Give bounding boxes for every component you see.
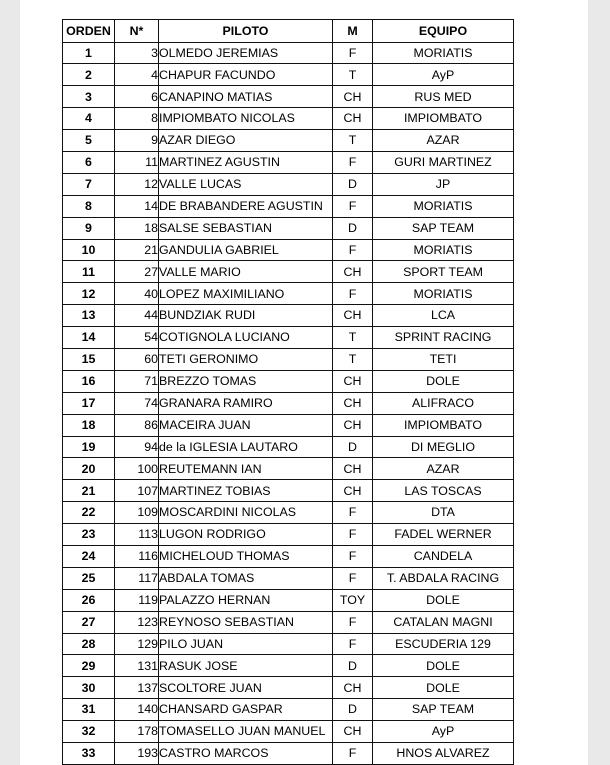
cell-equipo: MORIATIS xyxy=(373,195,514,217)
cell-orden: 29 xyxy=(63,655,115,677)
cell-marca: F xyxy=(333,611,373,633)
cell-piloto: PALAZZO HERNAN xyxy=(159,589,333,611)
cell-orden: 26 xyxy=(63,589,115,611)
cell-piloto: GANDULIA GABRIEL xyxy=(159,239,333,261)
cell-piloto: SALSE SEBASTIAN xyxy=(159,217,333,239)
table-row xyxy=(63,524,514,546)
cell-marca: F xyxy=(333,42,373,64)
cell-equipo: LAS TOSCAS xyxy=(373,480,514,502)
cell-marca: F xyxy=(333,283,373,305)
cell-numero: 27 xyxy=(115,261,159,283)
cell-numero: 14 xyxy=(115,195,159,217)
cell-numero: 129 xyxy=(115,633,159,655)
cell-numero: 74 xyxy=(115,392,159,414)
cell-piloto: AZAR DIEGO xyxy=(159,130,333,152)
cell-numero: 119 xyxy=(115,589,159,611)
table-row xyxy=(63,370,514,392)
cell-numero: 40 xyxy=(115,283,159,305)
cell-piloto: BUNDZIAK RUDI xyxy=(159,305,333,327)
cell-piloto: OLMEDO JEREMIAS xyxy=(159,42,333,64)
cell-piloto: BREZZO TOMAS xyxy=(159,370,333,392)
cell-numero: 131 xyxy=(115,655,159,677)
cell-equipo: SPRINT RACING xyxy=(373,327,514,349)
cell-orden: 30 xyxy=(63,677,115,699)
cell-piloto: REYNOSO SEBASTIAN xyxy=(159,611,333,633)
cell-equipo: T. ABDALA RACING xyxy=(373,567,514,589)
cell-equipo: FADEL WERNER xyxy=(373,524,514,546)
cell-equipo: MORIATIS xyxy=(373,283,514,305)
cell-piloto: ABDALA TOMAS xyxy=(159,567,333,589)
cell-equipo: TETI xyxy=(373,348,514,370)
cell-piloto: TETI GERONIMO xyxy=(159,348,333,370)
cell-orden: 14 xyxy=(63,327,115,349)
cell-piloto: GRANARA RAMIRO xyxy=(159,392,333,414)
cell-orden: 21 xyxy=(63,480,115,502)
table-row xyxy=(63,327,514,349)
cell-piloto: PILO JUAN xyxy=(159,633,333,655)
cell-orden: 32 xyxy=(63,721,115,743)
cell-numero: 18 xyxy=(115,217,159,239)
cell-marca: CH xyxy=(333,677,373,699)
cell-numero: 3 xyxy=(115,42,159,64)
cell-equipo: AZAR xyxy=(373,130,514,152)
table-row xyxy=(63,64,514,86)
cell-equipo: MORIATIS xyxy=(373,42,514,64)
cell-orden: 33 xyxy=(63,743,115,765)
cell-equipo: DTA xyxy=(373,502,514,524)
cell-orden: 28 xyxy=(63,633,115,655)
cell-numero: 54 xyxy=(115,327,159,349)
table-row xyxy=(63,108,514,130)
cell-equipo: AyP xyxy=(373,64,514,86)
cell-orden: 1 xyxy=(63,42,115,64)
header-piloto: PILOTO xyxy=(159,20,333,43)
cell-piloto: SCOLTORE JUAN xyxy=(159,677,333,699)
cell-equipo: IMPIOMBATO xyxy=(373,414,514,436)
cell-numero: 9 xyxy=(115,130,159,152)
cell-piloto: DE BRABANDERE AGUSTIN xyxy=(159,195,333,217)
cell-orden: 16 xyxy=(63,370,115,392)
cell-orden: 23 xyxy=(63,524,115,546)
cell-orden: 3 xyxy=(63,86,115,108)
table-row xyxy=(63,721,514,743)
cell-equipo: JP xyxy=(373,173,514,195)
cell-marca: T xyxy=(333,64,373,86)
cell-equipo: ESCUDERIA 129 xyxy=(373,633,514,655)
cell-equipo: DOLE xyxy=(373,655,514,677)
table-row xyxy=(63,655,514,677)
cell-orden: 5 xyxy=(63,130,115,152)
cell-numero: 12 xyxy=(115,173,159,195)
cell-piloto: REUTEMANN IAN xyxy=(159,458,333,480)
table-row xyxy=(63,589,514,611)
cell-orden: 12 xyxy=(63,283,115,305)
cell-equipo: DOLE xyxy=(373,370,514,392)
cell-piloto: MARTINEZ AGUSTIN xyxy=(159,151,333,173)
header-numero: N* xyxy=(115,20,159,43)
cell-orden: 6 xyxy=(63,151,115,173)
table-row xyxy=(63,502,514,524)
table-row xyxy=(63,173,514,195)
cell-marca: F xyxy=(333,524,373,546)
cell-equipo: LCA xyxy=(373,305,514,327)
cell-marca: CH xyxy=(333,480,373,502)
cell-marca: CH xyxy=(333,392,373,414)
cell-marca: T xyxy=(333,327,373,349)
cell-marca: F xyxy=(333,567,373,589)
table-row xyxy=(63,677,514,699)
cell-numero: 94 xyxy=(115,436,159,458)
table-row xyxy=(63,151,514,173)
cell-numero: 4 xyxy=(115,64,159,86)
cell-piloto: MICHELOUD THOMAS xyxy=(159,545,333,567)
cell-marca: F xyxy=(333,502,373,524)
table-row xyxy=(63,436,514,458)
cell-marca: CH xyxy=(333,721,373,743)
table-row xyxy=(63,611,514,633)
cell-numero: 113 xyxy=(115,524,159,546)
table-row xyxy=(63,42,514,64)
cell-numero: 8 xyxy=(115,108,159,130)
cell-numero: 44 xyxy=(115,305,159,327)
cell-equipo: IMPIOMBATO xyxy=(373,108,514,130)
cell-piloto: TOMASELLO JUAN MANUEL xyxy=(159,721,333,743)
cell-marca: D xyxy=(333,699,373,721)
cell-equipo: DI MEGLIO xyxy=(373,436,514,458)
table-row xyxy=(63,348,514,370)
cell-marca: F xyxy=(333,151,373,173)
cell-equipo: HNOS ALVAREZ xyxy=(373,743,514,765)
cell-piloto: CASTRO MARCOS xyxy=(159,743,333,765)
cell-marca: D xyxy=(333,217,373,239)
cell-numero: 86 xyxy=(115,414,159,436)
table-row xyxy=(63,633,514,655)
cell-equipo: GURI MARTINEZ xyxy=(373,151,514,173)
cell-equipo: CATALAN MAGNI xyxy=(373,611,514,633)
cell-piloto: VALLE MARIO xyxy=(159,261,333,283)
cell-piloto: MOSCARDINI NICOLAS xyxy=(159,502,333,524)
cell-piloto: RASUK JOSE xyxy=(159,655,333,677)
cell-numero: 60 xyxy=(115,348,159,370)
cell-equipo: SAP TEAM xyxy=(373,217,514,239)
table-row xyxy=(63,217,514,239)
cell-marca: D xyxy=(333,655,373,677)
header-orden: ORDEN xyxy=(63,20,115,43)
cell-piloto: MACEIRA JUAN xyxy=(159,414,333,436)
table-row xyxy=(63,743,514,765)
cell-marca: D xyxy=(333,173,373,195)
cell-orden: 8 xyxy=(63,195,115,217)
table-row xyxy=(63,86,514,108)
cell-piloto: LOPEZ MAXIMILIANO xyxy=(159,283,333,305)
cell-equipo: CANDELA xyxy=(373,545,514,567)
table-row xyxy=(63,195,514,217)
cell-orden: 27 xyxy=(63,611,115,633)
header-row xyxy=(63,20,514,43)
cell-marca: TOY xyxy=(333,589,373,611)
table-row xyxy=(63,480,514,502)
cell-piloto: LUGON RODRIGO xyxy=(159,524,333,546)
header-equipo: EQUIPO xyxy=(373,20,514,43)
cell-marca: T xyxy=(333,348,373,370)
table-row xyxy=(63,567,514,589)
cell-equipo: DOLE xyxy=(373,589,514,611)
cell-numero: 100 xyxy=(115,458,159,480)
cell-piloto: VALLE LUCAS xyxy=(159,173,333,195)
cell-numero: 117 xyxy=(115,567,159,589)
header-marca: M xyxy=(333,20,373,43)
table-row xyxy=(63,261,514,283)
table-row xyxy=(63,414,514,436)
cell-orden: 13 xyxy=(63,305,115,327)
table-row xyxy=(63,283,514,305)
cell-marca: D xyxy=(333,436,373,458)
cell-piloto: CHANSARD GASPAR xyxy=(159,699,333,721)
cell-numero: 140 xyxy=(115,699,159,721)
cell-equipo: SAP TEAM xyxy=(373,699,514,721)
cell-numero: 123 xyxy=(115,611,159,633)
table-row xyxy=(63,392,514,414)
cell-orden: 10 xyxy=(63,239,115,261)
cell-equipo: ALIFRACO xyxy=(373,392,514,414)
cell-piloto: IMPIOMBATO NICOLAS xyxy=(159,108,333,130)
cell-numero: 178 xyxy=(115,721,159,743)
cell-marca: F xyxy=(333,195,373,217)
cell-piloto: MARTINEZ TOBIAS xyxy=(159,480,333,502)
cell-marca: F xyxy=(333,633,373,655)
cell-marca: CH xyxy=(333,108,373,130)
cell-equipo: AZAR xyxy=(373,458,514,480)
table-row xyxy=(63,305,514,327)
cell-orden: 17 xyxy=(63,392,115,414)
cell-numero: 11 xyxy=(115,151,159,173)
cell-marca: T xyxy=(333,130,373,152)
cell-numero: 107 xyxy=(115,480,159,502)
table-row xyxy=(63,239,514,261)
table-row xyxy=(63,458,514,480)
table-row xyxy=(63,699,514,721)
cell-orden: 22 xyxy=(63,502,115,524)
entry-list-table xyxy=(62,19,514,765)
cell-equipo: SPORT TEAM xyxy=(373,261,514,283)
document-page xyxy=(20,0,588,765)
cell-marca: CH xyxy=(333,86,373,108)
cell-marca: F xyxy=(333,743,373,765)
cell-piloto: de la IGLESIA LAUTARO xyxy=(159,436,333,458)
cell-numero: 116 xyxy=(115,545,159,567)
cell-orden: 4 xyxy=(63,108,115,130)
cell-equipo: DOLE xyxy=(373,677,514,699)
cell-equipo: AyP xyxy=(373,721,514,743)
cell-orden: 11 xyxy=(63,261,115,283)
cell-orden: 18 xyxy=(63,414,115,436)
cell-marca: CH xyxy=(333,458,373,480)
cell-orden: 19 xyxy=(63,436,115,458)
cell-piloto: CANAPINO MATIAS xyxy=(159,86,333,108)
cell-numero: 109 xyxy=(115,502,159,524)
table-row xyxy=(63,545,514,567)
cell-orden: 25 xyxy=(63,567,115,589)
cell-marca: CH xyxy=(333,305,373,327)
cell-equipo: RUS MED xyxy=(373,86,514,108)
cell-numero: 6 xyxy=(115,86,159,108)
cell-orden: 24 xyxy=(63,545,115,567)
cell-orden: 15 xyxy=(63,348,115,370)
cell-equipo: MORIATIS xyxy=(373,239,514,261)
cell-orden: 2 xyxy=(63,64,115,86)
cell-marca: F xyxy=(333,545,373,567)
cell-orden: 20 xyxy=(63,458,115,480)
cell-numero: 71 xyxy=(115,370,159,392)
cell-orden: 7 xyxy=(63,173,115,195)
cell-marca: CH xyxy=(333,370,373,392)
cell-orden: 9 xyxy=(63,217,115,239)
cell-marca: F xyxy=(333,239,373,261)
cell-marca: CH xyxy=(333,261,373,283)
cell-numero: 193 xyxy=(115,743,159,765)
cell-piloto: CHAPUR FACUNDO xyxy=(159,64,333,86)
cell-piloto: COTIGNOLA LUCIANO xyxy=(159,327,333,349)
cell-marca: CH xyxy=(333,414,373,436)
cell-numero: 21 xyxy=(115,239,159,261)
table-row xyxy=(63,130,514,152)
cell-numero: 137 xyxy=(115,677,159,699)
cell-orden: 31 xyxy=(63,699,115,721)
